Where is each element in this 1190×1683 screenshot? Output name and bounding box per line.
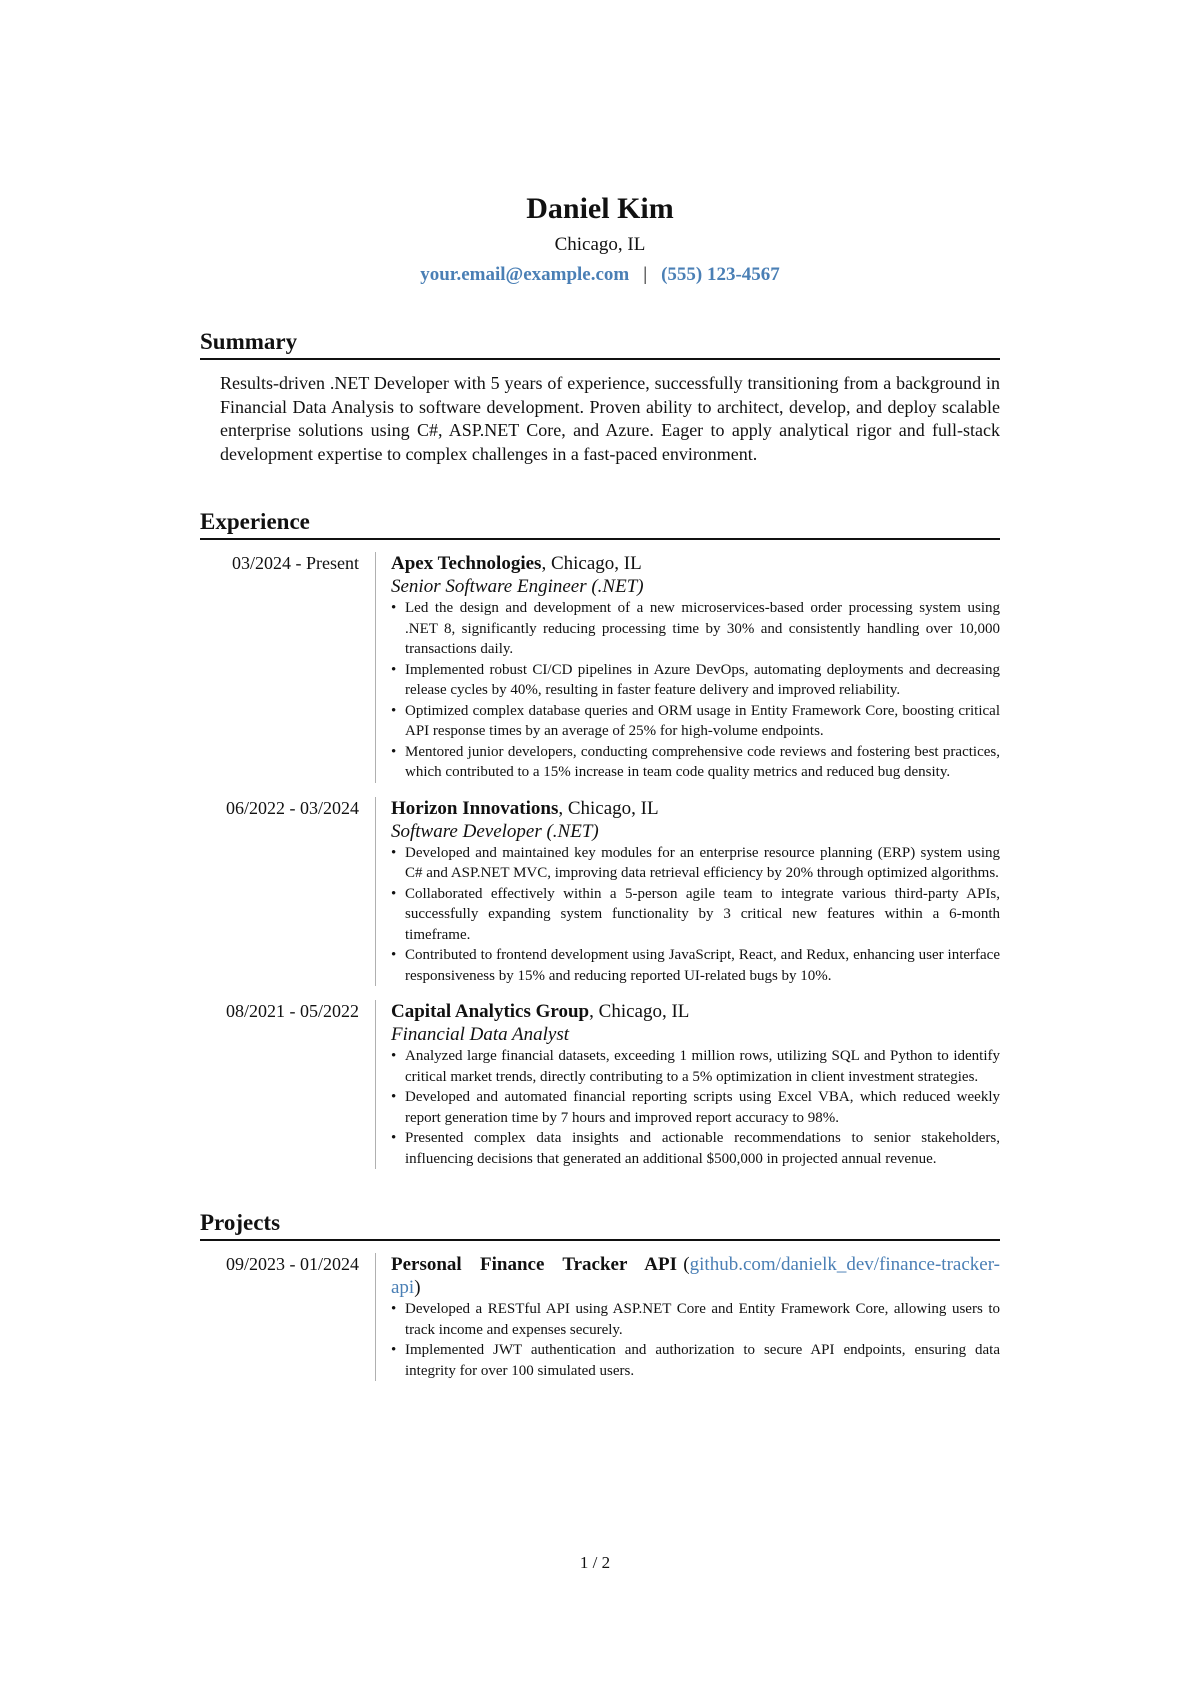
contact-separator: | (643, 264, 648, 285)
achievement-item: • Optimized complex database queries and ORM usage in Entity Framework Core, boosting critical API response times by an average of 25% for high-volume endpoints. (391, 701, 1000, 742)
entry-body (375, 552, 1000, 783)
summary-heading: Summary (200, 328, 1000, 360)
company-location: , Chicago, IL (589, 1001, 690, 1022)
company-name: Horizon Innovations (391, 797, 559, 819)
experience-entry (200, 552, 1000, 783)
achievement-item: • Implemented robust CI/CD pipelines in Azure DevOps, automating deployments and decreasing release cycles by 40%, resulting in faster feature delivery and improved reliability. (391, 660, 1000, 701)
resume-header (200, 190, 1000, 288)
project-title-line: Personal Finance Tracker API (github.com/danielk_dev/finance-tracker-api) (391, 1254, 1000, 1298)
achievement-list (391, 843, 1000, 987)
achievement-item: • Presented complex data insights and actionable recommendations to senior stakeholders, influencing decisions that generated an additional $500,000 in projected annual revenue. (391, 1128, 1000, 1169)
page-number: 1 / 2 (579, 1553, 611, 1572)
achievement-item: • Developed a RESTful API using ASP.NET Core and Entity Framework Core, allowing users to track income and expenses securely. (391, 1299, 1000, 1340)
resume-page (200, 190, 1000, 1381)
candidate-name: Daniel Kim (526, 192, 674, 225)
entry-date: 09/2023 - 01/2024 (226, 1254, 359, 1274)
email-link[interactable]: your.email@example.com (420, 264, 630, 285)
entry-date: 06/2022 - 03/2024 (226, 797, 359, 818)
achievement-list (391, 1046, 1000, 1169)
achievement-list (391, 598, 1000, 783)
summary-text: Results-driven .NET Developer with 5 years of experience, successfully transitioning from a background in Financial Data Analysis to software development. Proven ability to architect, develop, and deploy scalable enterprise solutions using C#, ASP.NET Core, and Azure. Eager to apply analytical rigor and full-stack development expertise to complex challenges in a fast-paced environment. (220, 373, 1000, 464)
project-entry (200, 1253, 1000, 1381)
company-location: , Chicago, IL (541, 553, 642, 574)
entry-body (375, 797, 1000, 987)
achievement-item: • Mentored junior developers, conducting comprehensive code reviews and fostering best practices, which contributed to a 15% increase in team code quality metrics and reduced bug density. (391, 742, 1000, 783)
experience-entry (200, 797, 1000, 987)
company-line (391, 552, 1000, 575)
entry-date: 08/2021 - 05/2022 (226, 1001, 359, 1021)
job-role: Software Developer (.NET) (391, 820, 599, 842)
entry-date: 03/2024 - Present (232, 553, 359, 573)
candidate-location: Chicago, IL (554, 234, 646, 255)
job-role: Financial Data Analyst (391, 1024, 570, 1045)
achievement-item: • Contributed to frontend development using JavaScript, React, and Redux, enhancing user interface responsiveness by 15% and reducing reported UI-related bugs by 10%. (391, 945, 1000, 986)
achievement-item: • Analyzed large financial datasets, exceeding 1 million rows, utilizing SQL and Python to identify critical market trends, directly contributing to a 5% optimization in client investment strategies. (391, 1046, 1000, 1087)
entry-body (375, 1000, 1000, 1169)
entry-body (375, 1253, 1000, 1381)
experience-heading: Experience (200, 508, 1000, 540)
contact-line (200, 262, 1000, 288)
job-role: Senior Software Engineer (.NET) (391, 576, 644, 597)
project-link[interactable]: github.com/danielk_dev/finance-tracker-api (391, 1254, 1000, 1298)
company-line (391, 797, 1000, 820)
project-name: Personal Finance Tracker API (391, 1254, 678, 1275)
achievement-item: • Implemented JWT authentication and authorization to secure API endpoints, ensuring data integrity for over 100 simulated users. (391, 1340, 1000, 1381)
achievement-item: • Developed and maintained key modules for an enterprise resource planning (ERP) system using C# and ASP.NET MVC, improving data retrieval efficiency by 20% through optimized algorithms. (391, 843, 1000, 884)
achievement-item: • Led the design and development of a new microservices-based order processing system using .NET 8, significantly reducing processing time by 30% and consistently handling over 10,000 transactions daily. (391, 598, 1000, 660)
projects-heading: Projects (200, 1209, 1000, 1241)
achievement-item: • Developed and automated financial reporting scripts using Excel VBA, which reduced weekly report generation time by 7 hours and improved report accuracy to 98%. (391, 1087, 1000, 1128)
phone-link[interactable]: (555) 123-4567 (661, 264, 780, 285)
company-name: Capital Analytics Group (391, 1001, 590, 1022)
achievement-item: • Collaborated effectively within a 5-person agile team to integrate various third-party APIs, successfully expanding system functionality by 3 critical new features within a 6-month timeframe. (391, 884, 1000, 946)
achievement-list (391, 1299, 1000, 1381)
company-name: Apex Technologies (391, 553, 542, 574)
company-line (391, 1000, 1000, 1023)
company-location: , Chicago, IL (558, 797, 659, 819)
experience-entry (200, 1000, 1000, 1169)
